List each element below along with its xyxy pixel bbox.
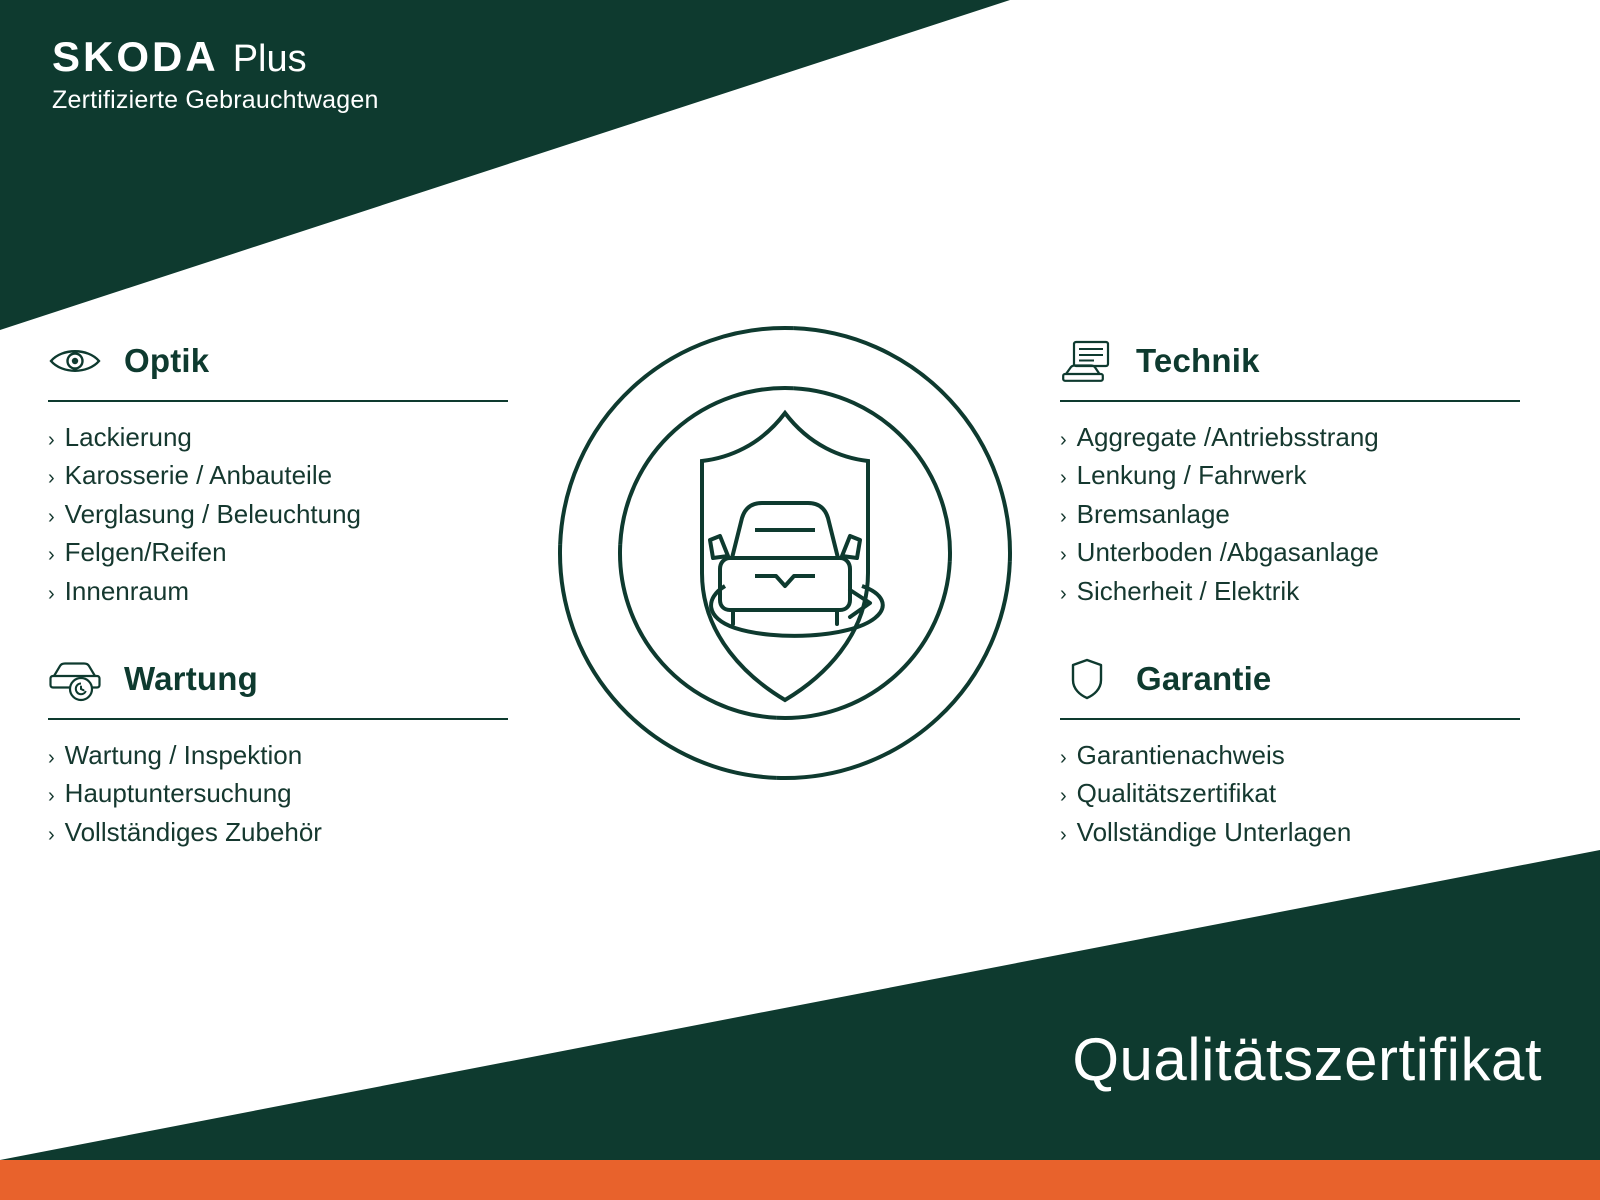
group-wartung-list bbox=[48, 736, 508, 851]
chevron-right-icon: › bbox=[48, 785, 55, 808]
eye-icon bbox=[48, 338, 102, 384]
chevron-right-icon: › bbox=[48, 747, 55, 769]
shield-icon bbox=[1060, 656, 1114, 702]
group-technik-title: Technik bbox=[1136, 342, 1260, 379]
list-item-label: Aggregate /Antriebsstrang bbox=[1076, 422, 1379, 452]
list-item bbox=[1060, 418, 1520, 456]
group-wartung bbox=[48, 648, 508, 867]
chevron-right-icon: › bbox=[1060, 582, 1067, 605]
list-item-label: Lackierung bbox=[64, 422, 192, 452]
list-item-label: Unterboden /Abgasanlage bbox=[1076, 537, 1379, 568]
list-item-label: Hauptuntersuchung bbox=[64, 778, 292, 809]
car-service-icon bbox=[48, 656, 102, 702]
chevron-right-icon: › bbox=[48, 544, 55, 567]
list-item-label: Karosserie / Anbauteile bbox=[64, 460, 333, 491]
group-garantie-header bbox=[1060, 648, 1520, 710]
list-item bbox=[1060, 774, 1520, 812]
list-item-label: Verglasung / Beleuchtung bbox=[64, 498, 362, 529]
chevron-right-icon: › bbox=[48, 429, 55, 451]
orange-accent-bar bbox=[0, 1160, 1600, 1200]
list-item-label: Garantienachweis bbox=[1076, 740, 1285, 770]
brand-logo-row bbox=[52, 33, 379, 80]
list-item-label: Vollständiges Zubehör bbox=[64, 816, 322, 847]
chevron-right-icon: › bbox=[1060, 823, 1067, 846]
list-item bbox=[48, 736, 508, 774]
group-optik-title: Optik bbox=[124, 342, 210, 379]
chevron-right-icon: › bbox=[1060, 467, 1067, 490]
list-item bbox=[1060, 495, 1520, 533]
chevron-right-icon: › bbox=[1060, 505, 1067, 528]
group-optik bbox=[48, 330, 508, 626]
group-technik-list bbox=[1060, 418, 1520, 610]
group-wartung-header bbox=[48, 648, 508, 710]
brand-logo bbox=[52, 33, 379, 115]
list-item bbox=[48, 533, 508, 571]
bottom-green-banner bbox=[0, 850, 1600, 1160]
list-item-label: Bremsanlage bbox=[1076, 498, 1230, 529]
list-item-label: Wartung / Inspektion bbox=[64, 740, 303, 770]
list-item bbox=[48, 774, 508, 812]
list-item-label: Vollständige Unterlagen bbox=[1076, 816, 1352, 847]
brand-plus: Plus bbox=[232, 38, 307, 80]
list-item bbox=[1060, 736, 1520, 774]
chevron-right-icon: › bbox=[1060, 785, 1067, 808]
list-item bbox=[1060, 456, 1520, 494]
group-wartung-title: Wartung bbox=[124, 660, 258, 697]
group-technik-header bbox=[1060, 330, 1520, 392]
group-technik bbox=[1060, 330, 1520, 626]
car-document-icon bbox=[1060, 338, 1114, 384]
footer-title: Qualitätszertifikat bbox=[1072, 1026, 1542, 1093]
brand-name: SKODA bbox=[52, 33, 219, 80]
list-item bbox=[1060, 813, 1520, 851]
brand-subtitle: Zertifizierte Gebrauchtwagen bbox=[52, 86, 379, 114]
car-shield-circle-icon bbox=[550, 318, 1020, 788]
list-item bbox=[1060, 533, 1520, 571]
group-optik-header bbox=[48, 330, 508, 392]
list-item bbox=[1060, 572, 1520, 610]
chevron-right-icon: › bbox=[1060, 544, 1067, 567]
list-item bbox=[48, 418, 508, 456]
group-optik-divider bbox=[48, 400, 508, 402]
chevron-right-icon: › bbox=[48, 467, 55, 490]
group-garantie-divider bbox=[1060, 718, 1520, 720]
chevron-right-icon: › bbox=[1060, 747, 1067, 769]
group-optik-list bbox=[48, 418, 508, 610]
group-garantie bbox=[1060, 648, 1520, 867]
list-item-label: Sicherheit / Elektrik bbox=[1076, 575, 1300, 606]
list-item-label: Innenraum bbox=[64, 575, 189, 606]
chevron-right-icon: › bbox=[48, 823, 55, 846]
chevron-right-icon: › bbox=[48, 582, 55, 605]
list-item-label: Lenkung / Fahrwerk bbox=[1076, 460, 1307, 491]
chevron-right-icon: › bbox=[1060, 429, 1067, 451]
list-item bbox=[48, 813, 508, 851]
list-item bbox=[48, 456, 508, 494]
group-garantie-title: Garantie bbox=[1136, 660, 1272, 697]
list-item-label: Qualitätszertifikat bbox=[1076, 778, 1277, 809]
group-garantie-list bbox=[1060, 736, 1520, 851]
list-item bbox=[48, 572, 508, 610]
list-item-label: Felgen/Reifen bbox=[64, 537, 227, 568]
chevron-right-icon: › bbox=[48, 505, 55, 528]
group-technik-divider bbox=[1060, 400, 1520, 402]
group-wartung-divider bbox=[48, 718, 508, 720]
list-item bbox=[48, 495, 508, 533]
